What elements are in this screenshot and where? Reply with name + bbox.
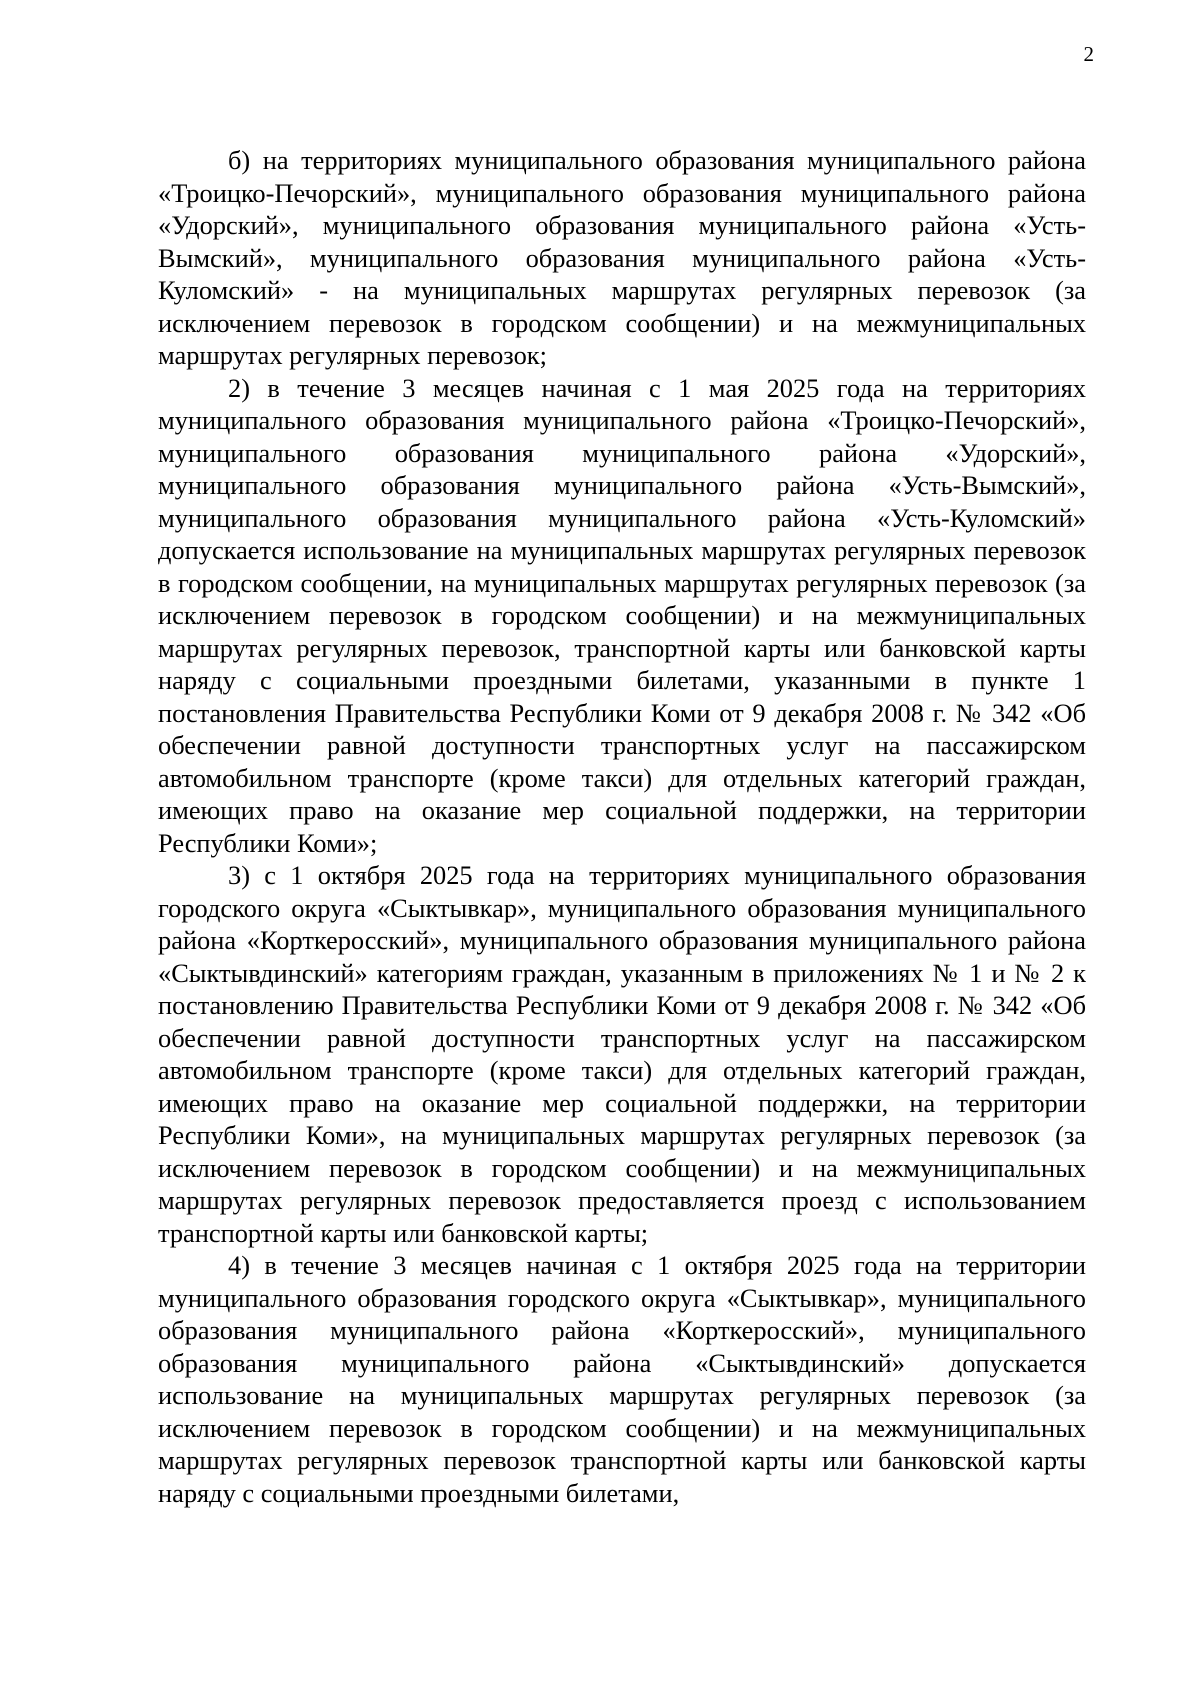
paragraph-3: 3) с 1 октября 2025 года на территориях муниципального образования городского округа «Сыктывкар», муниципального образования муниципального района «Корткеросский», муниципального образования муниципального района «Сыктывдинский» категориям граждан, указанным в приложениях № 1 и № 2 к постановлению Правительства Республики Коми от 9 декабря 2008 г. № 342 «Об обеспечении равной доступности транспортных услуг на пассажирском автомобильном транспорте (кроме такси) для отдельных категорий граждан, имеющих право на оказание мер социальной поддержки, на территории Республики Коми», на муниципальных маршрутах регулярных перевозок (за исключением перевозок в городском сообщении) и на межмуниципальных маршрутах регулярных перевозок предоставляется проезд с использованием транспортной карты или банковской карты; [158, 860, 1086, 1248]
paragraph-4: 4) в течение 3 месяцев начиная с 1 октября 2025 года на территории муниципального образования городского округа «Сыктывкар», муниципального образования муниципального района «Корткеросский», муниципального образования муниципального района «Сыктывдинский» допускается использование на муниципальных маршрутах регулярных перевозок (за исключением перевозок в городском сообщении) и на межмуниципальных маршрутах регулярных перевозок транспортной карты или банковской карты наряду с социальными проездными билетами, [158, 1250, 1086, 1508]
page-number: 2 [1083, 42, 1094, 66]
paragraph-2: 2) в течение 3 месяцев начиная с 1 мая 2025 года на территориях муниципального образования муниципального района «Троицко-Печорский», муниципального образования муниципального района «Удорский», муниципального образования муниципального района «Усть-Вымский», муниципального образования муниципального района «Усть-Куломский» допускается использование на муниципальных маршрутах регулярных перевозок в городском сообщении, на муниципальных маршрутах регулярных перевозок (за исключением перевозок в городском сообщении) и на межмуниципальных маршрутах регулярных перевозок, транспортной карты или банковской карты наряду с социальными проездными билетами, указанными в пункте 1 постановления Правительства Республики Коми от 9 декабря 2008 г. № 342 «Об обеспечении равной доступности транспортных услуг на пассажирском автомобильном транспорте (кроме такси) для отдельных категорий граждан, имеющих право на оказание мер социальной поддержки, на территории Республики Коми»; [158, 372, 1086, 858]
paragraph-b: б) на территориях муниципального образования муниципального района «Троицко-Печорский», муниципального образования муниципального района «Удорский», муниципального образования муниципального района «Усть-Вымский», муниципального образования муниципального района «Усть-Куломский» - на муниципальных маршрутах регулярных перевозок (за исключением перевозок в городском сообщении) и на межмуниципальных маршрутах регулярных перевозок; [158, 145, 1086, 370]
document-body [158, 144, 1086, 1509]
